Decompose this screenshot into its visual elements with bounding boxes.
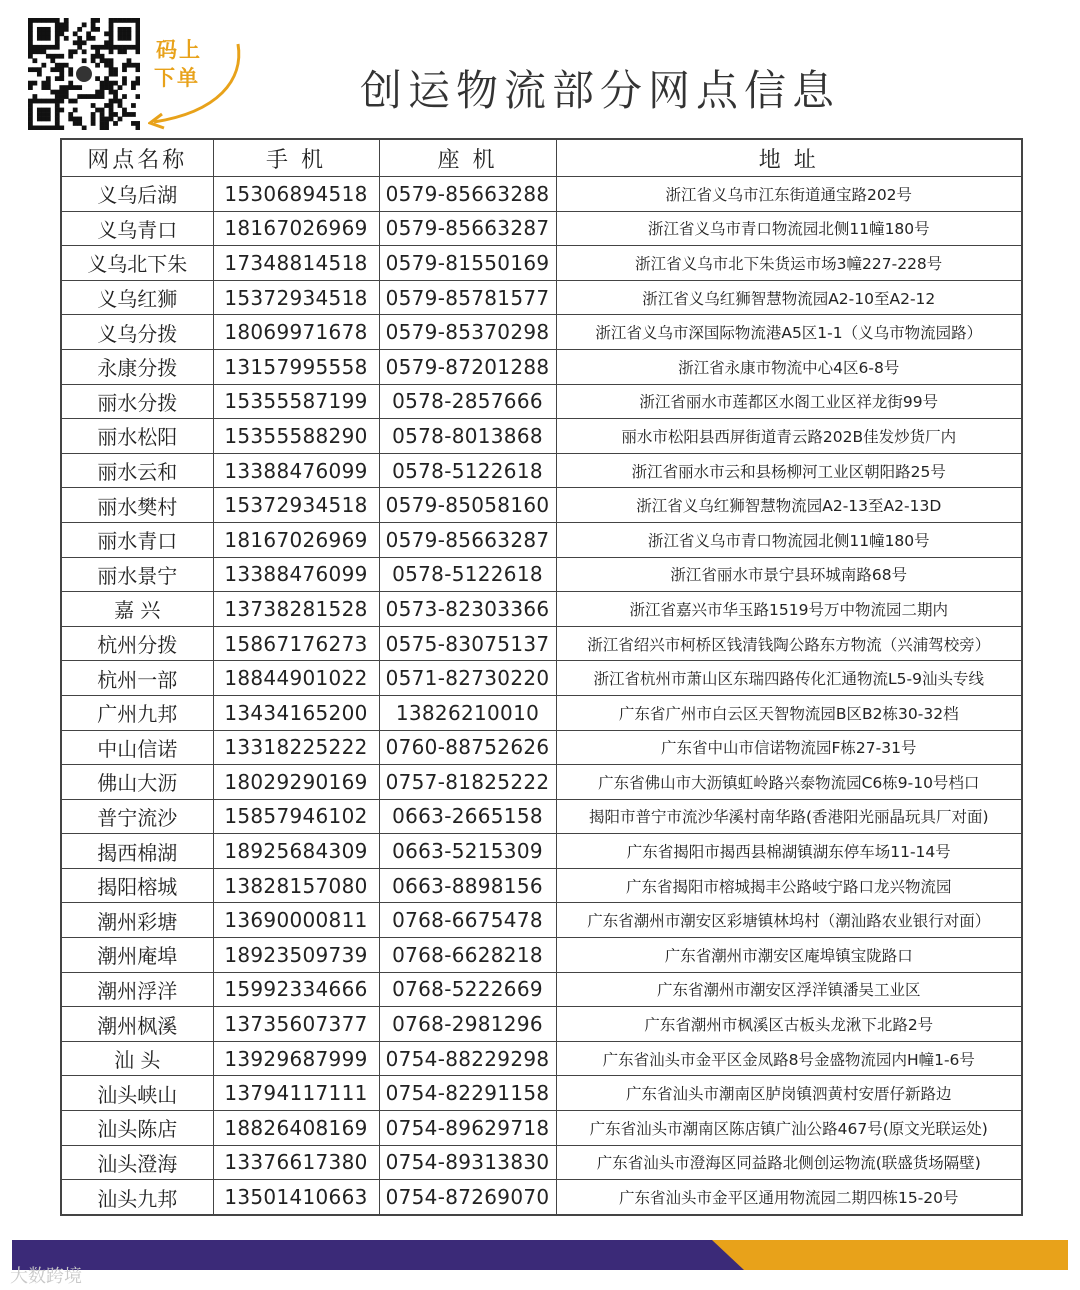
branch-name-cell: 佛山大沥 xyxy=(61,765,213,800)
mobile-cell: 13388476099 xyxy=(213,557,379,592)
table-row xyxy=(61,1076,1022,1111)
branch-name-cell: 普宁流沙 xyxy=(61,799,213,834)
branch-table-container xyxy=(60,138,1021,1216)
address-cell: 广东省汕头市潮南区胪岗镇泗黄村安厝仔新路边 xyxy=(556,1076,1022,1111)
address-cell: 浙江省丽水市景宁县环城南路68号 xyxy=(556,557,1022,592)
landline-cell: 0578-5122618 xyxy=(379,453,556,488)
table-row xyxy=(61,211,1022,246)
mobile-cell: 13434165200 xyxy=(213,695,379,730)
table-row xyxy=(61,834,1022,869)
branch-name-cell: 中山信诺 xyxy=(61,730,213,765)
address-cell: 浙江省义乌市青口物流园北侧11幢180号 xyxy=(556,211,1022,246)
branch-name-cell: 潮州庵埠 xyxy=(61,938,213,973)
table-row xyxy=(61,315,1022,350)
table-row xyxy=(61,384,1022,419)
branch-name-cell: 潮州浮洋 xyxy=(61,972,213,1007)
landline-cell: 0579-85781577 xyxy=(379,280,556,315)
address-cell: 广东省汕头市金平区金凤路8号金盛物流园内H幢1-6号 xyxy=(556,1041,1022,1076)
address-cell: 广东省汕头市金平区通用物流园二期四栋15-20号 xyxy=(556,1180,1022,1215)
address-cell: 广东省揭阳市榕城揭丰公路岐宁路口龙兴物流园 xyxy=(556,868,1022,903)
table-header-row xyxy=(61,139,1022,177)
branch-name-cell: 丽水松阳 xyxy=(61,419,213,454)
landline-cell: 0578-8013868 xyxy=(379,419,556,454)
branch-name-cell: 义乌分拨 xyxy=(61,315,213,350)
landline-cell: 0768-5222669 xyxy=(379,972,556,1007)
table-row xyxy=(61,938,1022,973)
landline-cell: 0578-5122618 xyxy=(379,557,556,592)
landline-cell: 0754-82291158 xyxy=(379,1076,556,1111)
landline-cell: 0579-81550169 xyxy=(379,246,556,281)
slogan-line-1: 码上 xyxy=(156,38,202,62)
landline-cell: 0579-85370298 xyxy=(379,315,556,350)
address-cell: 广东省揭阳市揭西县棉湖镇湖东停车场11-14号 xyxy=(556,834,1022,869)
mobile-cell: 15867176273 xyxy=(213,626,379,661)
mobile-cell: 15372934518 xyxy=(213,280,379,315)
qr-code-icon xyxy=(28,18,140,130)
branch-name-cell: 丽水樊村 xyxy=(61,488,213,523)
landline-cell: 0579-85663287 xyxy=(379,522,556,557)
branch-name-cell: 广州九邦 xyxy=(61,695,213,730)
branch-name-cell: 嘉 兴 xyxy=(61,592,213,627)
landline-cell: 0754-88229298 xyxy=(379,1041,556,1076)
branch-name-cell: 汕头陈店 xyxy=(61,1111,213,1146)
watermark-text: 大数跨境 xyxy=(10,1266,82,1287)
table-row xyxy=(61,453,1022,488)
landline-cell: 0579-85058160 xyxy=(379,488,556,523)
branch-name-cell: 汕头澄海 xyxy=(61,1145,213,1180)
branch-name-cell: 汕头九邦 xyxy=(61,1180,213,1215)
table-row xyxy=(61,419,1022,454)
address-cell: 浙江省义乌红狮智慧物流园A2-13至A2-13D xyxy=(556,488,1022,523)
table-row xyxy=(61,592,1022,627)
branch-name-cell: 潮州彩塘 xyxy=(61,903,213,938)
table-row xyxy=(61,730,1022,765)
branch-name-cell: 义乌北下朱 xyxy=(61,246,213,281)
table-row xyxy=(61,557,1022,592)
mobile-cell: 15355588290 xyxy=(213,419,379,454)
address-cell: 广东省汕头市潮南区陈店镇广汕公路467号(原文光联运处) xyxy=(556,1111,1022,1146)
branch-name-cell: 汕头峡山 xyxy=(61,1076,213,1111)
mobile-cell: 15355587199 xyxy=(213,384,379,419)
mobile-cell: 18844901022 xyxy=(213,661,379,696)
address-cell: 浙江省绍兴市柯桥区钱清钱陶公路东方物流（兴浦驾校旁） xyxy=(556,626,1022,661)
address-cell: 广东省潮州市枫溪区古板头龙湫下北路2号 xyxy=(556,1007,1022,1042)
landline-cell: 0754-89313830 xyxy=(379,1145,556,1180)
scan-to-order-slogan xyxy=(148,30,248,130)
address-cell: 浙江省丽水市莲都区水阁工业区祥龙街99号 xyxy=(556,384,1022,419)
branch-name-cell: 丽水青口 xyxy=(61,522,213,557)
mobile-cell: 13388476099 xyxy=(213,453,379,488)
branch-name-cell: 永康分拨 xyxy=(61,349,213,384)
table-row xyxy=(61,661,1022,696)
table-row xyxy=(61,1111,1022,1146)
branch-table xyxy=(60,138,1023,1216)
mobile-cell: 13376617380 xyxy=(213,1145,379,1180)
mobile-cell: 15306894518 xyxy=(213,177,379,212)
branch-name-cell: 潮州枫溪 xyxy=(61,1007,213,1042)
address-cell: 浙江省义乌红狮智慧物流园A2-10至A2-12 xyxy=(556,280,1022,315)
address-cell: 广东省中山市信诺物流园F栋27-31号 xyxy=(556,730,1022,765)
table-row xyxy=(61,1007,1022,1042)
landline-cell: 0754-89629718 xyxy=(379,1111,556,1146)
address-cell: 浙江省义乌市深国际物流港A5区1-1（义乌市物流园路） xyxy=(556,315,1022,350)
table-row xyxy=(61,799,1022,834)
table-row xyxy=(61,246,1022,281)
branch-name-cell: 丽水云和 xyxy=(61,453,213,488)
address-cell: 广东省广州市白云区天智物流园B区B2栋30-32档 xyxy=(556,695,1022,730)
table-row xyxy=(61,488,1022,523)
mobile-cell: 17348814518 xyxy=(213,246,379,281)
address-cell: 广东省潮州市潮安区彩塘镇林坞村（潮汕路农业银行对面） xyxy=(556,903,1022,938)
mobile-cell: 13690000811 xyxy=(213,903,379,938)
mobile-cell: 13828157080 xyxy=(213,868,379,903)
mobile-cell: 13318225222 xyxy=(213,730,379,765)
mobile-cell: 18029290169 xyxy=(213,765,379,800)
slogan-line-2: 下单 xyxy=(154,66,200,90)
landline-cell: 0579-87201288 xyxy=(379,349,556,384)
branch-name-cell: 义乌青口 xyxy=(61,211,213,246)
column-header-mobile: 手 机 xyxy=(213,139,379,177)
address-cell: 浙江省义乌市青口物流园北侧11幢180号 xyxy=(556,522,1022,557)
page-title: 创运物流部分网点信息 xyxy=(359,66,840,115)
landline-cell: 0579-85663287 xyxy=(379,211,556,246)
column-header-address: 地 址 xyxy=(556,139,1022,177)
branch-name-cell: 丽水景宁 xyxy=(61,557,213,592)
address-cell: 广东省汕头市澄海区同益路北侧创运物流(联盛货场隔壁) xyxy=(556,1145,1022,1180)
table-row xyxy=(61,626,1022,661)
table-row xyxy=(61,522,1022,557)
table-row xyxy=(61,1041,1022,1076)
mobile-cell: 13501410663 xyxy=(213,1180,379,1215)
address-cell: 广东省佛山市大沥镇虹岭路兴泰物流园C6栋9-10号档口 xyxy=(556,765,1022,800)
landline-cell: 0754-87269070 xyxy=(379,1180,556,1215)
mobile-cell: 18925684309 xyxy=(213,834,379,869)
branch-name-cell: 揭阳榕城 xyxy=(61,868,213,903)
branch-name-cell: 丽水分拨 xyxy=(61,384,213,419)
table-row xyxy=(61,1180,1022,1215)
column-header-phone: 座 机 xyxy=(379,139,556,177)
footer-purple-stripe xyxy=(12,1240,760,1270)
table-row xyxy=(61,177,1022,212)
table-row xyxy=(61,903,1022,938)
mobile-cell: 15857946102 xyxy=(213,799,379,834)
mobile-cell: 13794117111 xyxy=(213,1076,379,1111)
branch-name-cell: 杭州一部 xyxy=(61,661,213,696)
table-row xyxy=(61,972,1022,1007)
landline-cell: 0571-82730220 xyxy=(379,661,556,696)
branch-name-cell: 汕 头 xyxy=(61,1041,213,1076)
landline-cell: 0768-6628218 xyxy=(379,938,556,973)
mobile-cell: 15992334666 xyxy=(213,972,379,1007)
mobile-cell: 18923509739 xyxy=(213,938,379,973)
branch-name-cell: 杭州分拨 xyxy=(61,626,213,661)
branch-name-cell: 揭西棉湖 xyxy=(61,834,213,869)
landline-cell: 0579-85663288 xyxy=(379,177,556,212)
table-row xyxy=(61,349,1022,384)
table-row xyxy=(61,1145,1022,1180)
landline-cell: 0760-88752626 xyxy=(379,730,556,765)
mobile-cell: 18167026969 xyxy=(213,522,379,557)
mobile-cell: 18826408169 xyxy=(213,1111,379,1146)
address-cell: 浙江省嘉兴市华玉路1519号万中物流园二期内 xyxy=(556,592,1022,627)
landline-cell: 0575-83075137 xyxy=(379,626,556,661)
landline-cell: 0578-2857666 xyxy=(379,384,556,419)
address-cell: 浙江省义乌市江东街道通宝路202号 xyxy=(556,177,1022,212)
address-cell: 广东省潮州市潮安区浮洋镇潘吴工业区 xyxy=(556,972,1022,1007)
column-header-name: 网点名称 xyxy=(61,139,213,177)
qr-code xyxy=(28,18,140,130)
table-row xyxy=(61,695,1022,730)
footer-gold-stripe xyxy=(712,1240,1068,1270)
landline-cell: 0663-2665158 xyxy=(379,799,556,834)
footer-band xyxy=(0,1236,1080,1290)
mobile-cell: 13735607377 xyxy=(213,1007,379,1042)
mobile-cell: 18069971678 xyxy=(213,315,379,350)
footer-stripes xyxy=(0,1236,1080,1290)
mobile-cell: 13929687999 xyxy=(213,1041,379,1076)
mobile-cell: 18167026969 xyxy=(213,211,379,246)
table-row xyxy=(61,868,1022,903)
address-cell: 揭阳市普宁市流沙华溪村南华路(香港阳光丽晶玩具厂对面) xyxy=(556,799,1022,834)
mobile-cell: 13157995558 xyxy=(213,349,379,384)
landline-cell: 0757-81825222 xyxy=(379,765,556,800)
landline-cell: 13826210010 xyxy=(379,695,556,730)
address-cell: 浙江省丽水市云和县杨柳河工业区朝阳路25号 xyxy=(556,453,1022,488)
landline-cell: 0663-8898156 xyxy=(379,868,556,903)
table-row xyxy=(61,280,1022,315)
branch-name-cell: 义乌红狮 xyxy=(61,280,213,315)
address-cell: 浙江省永康市物流中心4区6-8号 xyxy=(556,349,1022,384)
address-cell: 浙江省杭州市萧山区东瑞四路传化汇通物流L5-9汕头专线 xyxy=(556,661,1022,696)
landline-cell: 0573-82303366 xyxy=(379,592,556,627)
mobile-cell: 13738281528 xyxy=(213,592,379,627)
address-cell: 浙江省义乌市北下朱货运市场3幢227-228号 xyxy=(556,246,1022,281)
mobile-cell: 15372934518 xyxy=(213,488,379,523)
address-cell: 丽水市松阳县西屏街道青云路202B佳发炒货厂内 xyxy=(556,419,1022,454)
address-cell: 广东省潮州市潮安区庵埠镇宝陇路口 xyxy=(556,938,1022,973)
branch-name-cell: 义乌后湖 xyxy=(61,177,213,212)
landline-cell: 0663-5215309 xyxy=(379,834,556,869)
table-row xyxy=(61,765,1022,800)
landline-cell: 0768-2981296 xyxy=(379,1007,556,1042)
landline-cell: 0768-6675478 xyxy=(379,903,556,938)
